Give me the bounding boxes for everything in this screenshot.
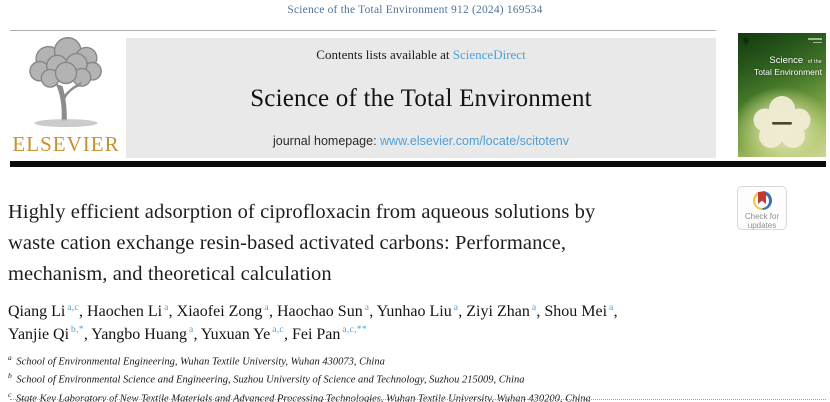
author-affiliation-marker: a — [531, 302, 537, 313]
author-affiliation-marker: a,c,** — [342, 325, 367, 336]
author: Yunhao Liu $^a$, — [376, 302, 467, 320]
affiliation-text: State Key Laboratory of New Textile Materials and Advanced Processing Technologies, Wuhan Textile University, Wuhan 430200, China — [13, 393, 591, 402]
author-affiliation-marker: a — [364, 302, 370, 313]
homepage-url-link[interactable]: www.elsevier.com/locate/scitotenv — [380, 134, 569, 148]
author-affiliation-marker: b,* — [71, 325, 84, 336]
affiliation-list — [8, 352, 768, 402]
author: Xiaofei Zong $^a$, — [176, 302, 277, 320]
author: Fei Pan $^{a,c,**}$ — [291, 325, 367, 343]
affiliation — [8, 352, 768, 370]
journal-title: Science of the Total Environment — [250, 84, 592, 112]
author: Shou Mei $^a$, — [544, 302, 618, 320]
elsevier-tree-icon — [22, 36, 110, 131]
author-affiliation-marker: a — [164, 302, 169, 313]
author: Haochao Sun $^a$, — [276, 302, 377, 320]
cover-issue-info — [808, 38, 822, 45]
crossmark-ribbon-icon — [758, 192, 766, 204]
crossmark-label-line1: Check for — [744, 212, 780, 221]
masthead-divider-bar — [10, 161, 826, 167]
author: Yangbo Huang $^a$, — [91, 325, 201, 343]
elsevier-wordmark: ELSEVIER — [12, 132, 120, 156]
contents-prefix: Contents lists available at — [316, 47, 450, 62]
cover-title — [754, 50, 822, 78]
affiliation-marker: a — [8, 353, 12, 362]
crossmark-badge[interactable] — [737, 186, 787, 230]
bottom-section-divider — [10, 399, 826, 400]
contents-line — [316, 47, 525, 63]
cover-title-line2: Total Environment — [753, 67, 822, 78]
crossmark-icon — [753, 191, 772, 210]
article-title-line: Highly efficient adsorption of ciprofloxacin from aqueous solutions by — [8, 201, 596, 223]
author-affiliation-marker: a,c — [272, 325, 284, 336]
article-title-line: waste cation exchange resin-based activated carbons: Performance, — [8, 231, 567, 254]
cover-title-small: of the — [807, 59, 822, 65]
top-divider — [10, 30, 716, 31]
affiliation-text: School of Environmental Science and Engineering, Suzhou University of Science and Technology, Suzhou 215009, China — [13, 374, 525, 386]
running-head-citation: Science of the Total Environment 912 (2024) 169534 — [287, 4, 543, 16]
affiliation — [8, 370, 768, 388]
author-line — [8, 301, 726, 324]
author-affiliation-marker: a — [188, 325, 194, 336]
cover-logo-icon — [742, 37, 750, 47]
author-affiliation-marker: a — [609, 302, 614, 313]
homepage-line — [273, 134, 569, 148]
author-affiliation-marker: a — [453, 302, 459, 313]
author-affiliation-marker: a,c — [67, 302, 80, 313]
affiliation-marker: c — [8, 389, 12, 399]
elsevier-logo[interactable] — [10, 36, 122, 158]
author-line — [8, 324, 726, 347]
affiliation-text: School of Environmental Engineering, Wuhan Textile University, Wuhan 430073, China — [13, 356, 385, 368]
homepage-prefix: journal homepage: — [273, 134, 377, 148]
author: Ziyi Zhan $^a$, — [466, 302, 545, 320]
author: Qiang Li $^{a,c}$, — [8, 302, 88, 320]
author: Haochen Li $^a$, — [87, 302, 177, 320]
sciencedirect-link[interactable]: ScienceDirect — [452, 47, 526, 62]
author-list — [8, 301, 726, 346]
author-affiliation-marker: a — [264, 302, 269, 313]
article-title-line: mechanism, and theoretical calculation — [8, 262, 332, 285]
affiliation-marker: b — [8, 371, 12, 381]
crossmark-label-line2: updates — [747, 221, 777, 231]
cover-flower-art — [752, 95, 812, 151]
article-title — [8, 197, 724, 289]
author: Yanjie Qi $^{b,*}$, — [8, 325, 92, 343]
cover-title-main: Science — [769, 55, 804, 66]
journal-cover-thumbnail[interactable] — [738, 33, 826, 157]
crossmark-label — [738, 212, 786, 230]
journal-banner — [126, 38, 716, 158]
author: Yuxuan Ye $^{a,c}$, — [200, 325, 292, 343]
